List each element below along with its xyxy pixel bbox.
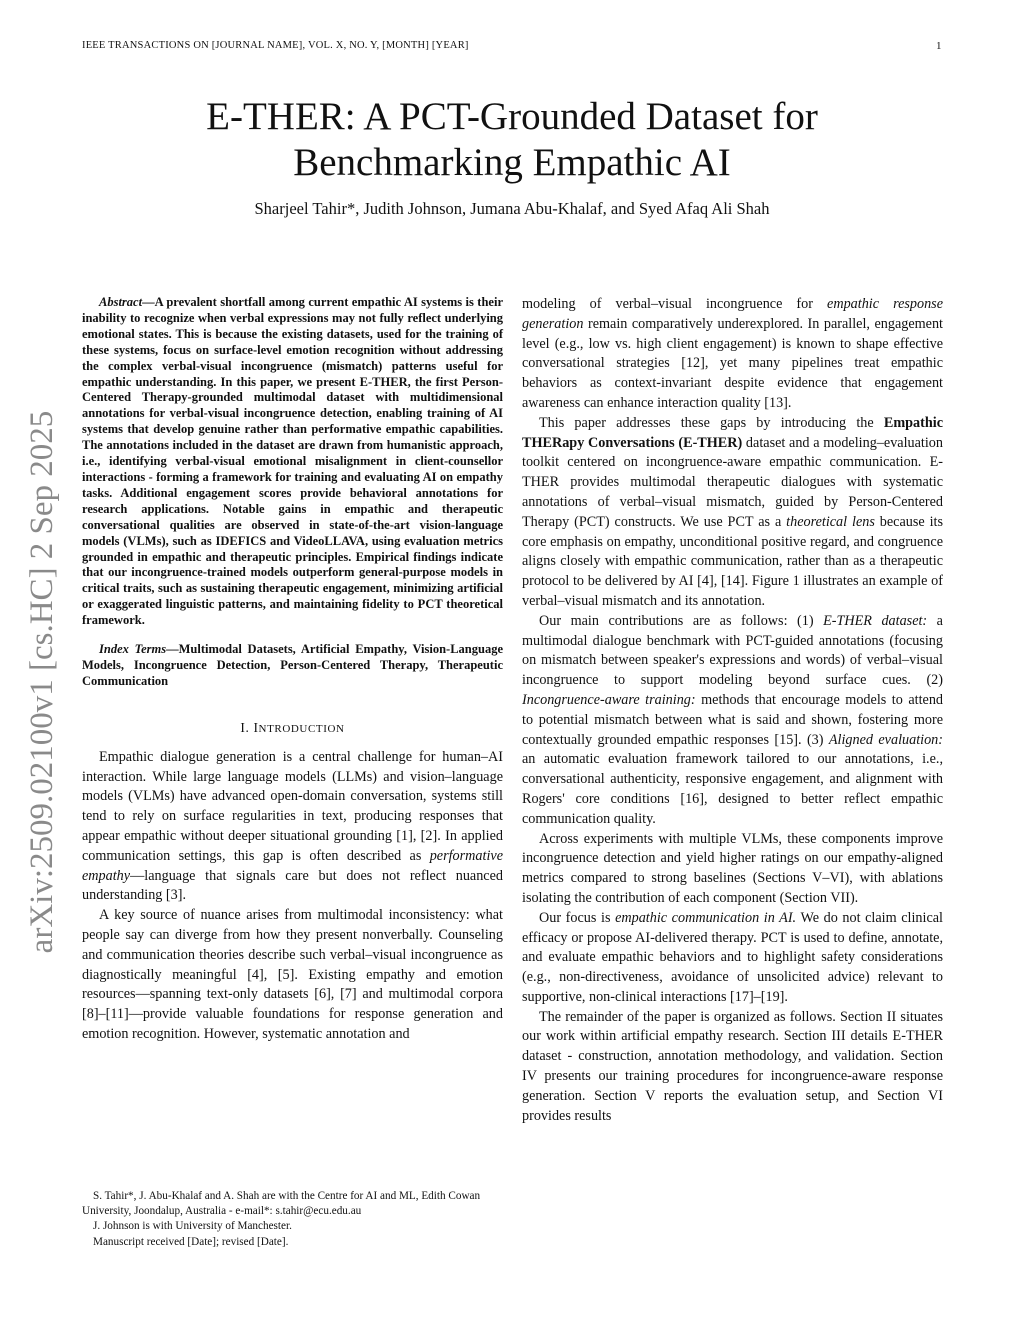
running-head: IEEE TRANSACTIONS ON [JOURNAL NAME], VOL. X, NO. Y, [MONTH] [YEAR] bbox=[82, 40, 469, 51]
index-terms bbox=[82, 642, 503, 690]
contribution-2-label: Incongruence-aware training: bbox=[522, 691, 696, 708]
right-p1-emphasis: empathic response generation bbox=[522, 296, 943, 332]
right-p3-text-c: methods that encourage models to attend to potential mismatch between what is said and shown, fostering more contextually grounded empathic responses [15]. (3) bbox=[522, 691, 944, 748]
right-p3-text-b: a multimodal dialogue benchmark with PCT-guided annotations (focusing on mismatch between speaker's expressions and words) of verbal–visual incongruence to support modeling beyond surface cues. (2) bbox=[522, 612, 943, 689]
section-title-rest: NTRODUCTION bbox=[258, 722, 345, 735]
intro-paragraph-1 bbox=[82, 748, 503, 906]
right-p2-text-a: This paper addresses these gaps by introducing the bbox=[539, 414, 884, 431]
right-paragraph-6: The remainder of the paper is organized as follows. Section II situates our work within artificial empathy research. Section III details E-THER dataset - construction, annotation methodology, and validation. Section IV presents our training procedures for incongruence-aware response generation. Section V reports the evaluation setup, and Section VI provides results bbox=[522, 1008, 943, 1124]
right-p2-emphasis: theoretical lens bbox=[786, 513, 875, 530]
abstract-label: Abstract bbox=[99, 295, 143, 309]
right-paragraph-4: Across experiments with multiple VLMs, these components improve incongruence detection and yield higher ratings on our empathy-aligned metrics compared to strong baselines (Sections V–VI), with ablations isolating the contribution of each component (Section VII). bbox=[522, 830, 943, 906]
abstract-text: —A prevalent shortfall among current empathic AI systems is their inability to recognize when verbal expressions may not fully reflect underlying emotional states. This is because the existing datasets, used for the training of these systems, focus on surface-level emotion recognition without addressing the complex verbal-visual incongruence (mismatch) patterns useful for empathic understanding. In this paper, we present E-THER, the first Person-Centered Therapy-grounded multimodal dataset with multidimensional annotations for verbal-visual incongruence detection, enabling training of AI systems that develop genuine rather than performative empathic capabilities. The annotations included in the dataset are drawn from humanistic approach, i.e., identifying verbal-visual emotional misalignment in client-counsellor interactions - forming a framework for training and evaluating AI on empathy tasks. Additional engagement scores provide behavioral annotations for research applications. Notable gains in empathic and therapeutic conversational qualities are observed in state-of-the-art vision-language models (VLMs), such as IDEFICS and VideoLLAVA, using evaluation metrics grounded in empathic and therapeutic principles. Empirical findings indicate that our incongruence-trained models outperform general-purpose models in critical traits, such as sustaining therapeutic engagement, minimizing artificial or exaggerated linguistic patterns, and maintaining fidelity to PCT theoretical framework. bbox=[82, 295, 503, 628]
intro-p1-emphasis: performative empathy bbox=[82, 847, 503, 884]
abstract bbox=[82, 295, 503, 629]
paper-title bbox=[82, 94, 942, 186]
right-p3-text-a: Our main contributions are as follows: (1) bbox=[539, 612, 824, 629]
right-p5-text-a: Our focus is bbox=[539, 909, 616, 926]
title-line-2: Benchmarking Empathic AI bbox=[293, 141, 731, 184]
section-heading-introduction bbox=[82, 720, 503, 736]
intro-paragraph-2: A key source of nuance arises from multimodal inconsistency: what people say can diverge from how they present nonverbally. Counseling and communication theories describe such verbal–visual incongruence as diagnostically meaningful [4], [5]. Existing empathy and emotion resources—spanning text-only datasets [6], [7] and multimodal corpora [8]–[11]—provide valuable foundations for response generation and emotion recognition. However, systematic annotation and bbox=[82, 907, 503, 1042]
right-paragraph-5 bbox=[522, 909, 943, 1008]
footnotes bbox=[82, 1189, 503, 1250]
right-p5-emphasis: empathic communication in AI. bbox=[615, 909, 797, 926]
section-numeral: I. bbox=[240, 719, 254, 735]
right-p2-dataset-name: Empathic THERapy Conversations (E-THER) bbox=[522, 414, 943, 451]
arxiv-sidebar-stamp: arXiv:2509.02100v1 [cs.HC] 2 Sep 2025 bbox=[24, 410, 60, 954]
contribution-3-label: Aligned evaluation: bbox=[828, 731, 943, 748]
author-list: Sharjeel Tahir*, Judith Johnson, Jumana Abu-Khalaf, and Syed Afaq Ali Shah bbox=[254, 199, 770, 218]
index-terms-label: Index Terms bbox=[99, 642, 167, 657]
right-p1-text-b: remain comparatively underexplored. In parallel, engagement level (e.g., low vs. high client engagement) is known to shape effective conversational strategies [12], yet many pipelines treat empathic behaviors as context-invariant despite evidence that engagement awareness can enhance interaction quality [13]. bbox=[522, 315, 943, 411]
index-terms-text: —Multimodal Datasets, Artificial Empathy, Vision-Language Models, Incongruence Detection, Person-Centered Therapy, Therapeutic Communication bbox=[82, 642, 504, 688]
right-paragraph-3-contributions bbox=[522, 612, 943, 830]
left-column bbox=[82, 295, 503, 1045]
intro-p1-text-a: Empathic dialogue generation is a central challenge for human–AI interaction. While large language models (LLMs) and vision–language models (VLMs) have advanced open-domain conversation, systems still tend to rely on surface regularities in text, producing responses that appear empathic without deeper situational grounding [1], [2]. In applied communication settings, this gap is often described as bbox=[82, 748, 503, 864]
page-number: 1 bbox=[936, 40, 942, 52]
right-p1-text-a: modeling of verbal–visual incongruence for bbox=[522, 296, 828, 312]
title-line-1: E-THER: A PCT-Grounded Dataset for bbox=[206, 95, 818, 138]
intro-p1-text-b: —language that signals care but does not reflect nuanced understanding [3]. bbox=[82, 867, 503, 904]
right-p2-text-c: because its core emphasis on empathy, unconditional positive regard, and congruence aligns closely with empathic communication, rather than as a therapeutic protocol to be delivered by AI [4], [14]. Figure 1 illustrates an example of verbal–visual mismatch and its annotation. bbox=[522, 513, 943, 609]
right-column bbox=[522, 295, 943, 1126]
right-p2-text-b: dataset and a modeling–evaluation toolkit centered on incongruence-aware empathic communication. E-THER provides multimodal therapeutic dialogues with systematic annotations of verbal–visual mismatch, guided by Person-Centered Therapy (PCT) constructs. We use PCT as a bbox=[522, 434, 943, 530]
right-p3-text-d: an automatic evaluation framework tailored to our annotations, i.e., conversational authenticity, responsive engagement, and alignment with Rogers' core conditions [16], designed to better reflect empathic communication quality. bbox=[522, 751, 943, 827]
right-p5-text-b: We do not claim clinical efficacy or propose AI-delivered therapy. PCT is used to define, annotate, and evaluate empathic behaviors and to highlight safety considerations (e.g., non-directiveness, avoidance of unsolicited advice) relevant to supportive, non-clinical interactions [17]–[19]. bbox=[522, 909, 943, 1005]
right-paragraph-1 bbox=[522, 295, 943, 414]
footnote-affiliation-1: S. Tahir*, J. Abu-Khalaf and A. Shah are with the Centre for AI and ML, Edith Cowan University, Joondalup, Australia - e-mail*: s.tahir@ecu.edu.au bbox=[82, 1190, 481, 1218]
section-first-letter: I bbox=[253, 719, 259, 735]
footnote-manuscript-dates: Manuscript received [Date]; revised [Date]. bbox=[93, 1235, 289, 1248]
contribution-1-label: E-THER dataset: bbox=[823, 612, 928, 629]
right-paragraph-2 bbox=[522, 414, 943, 612]
footnote-affiliation-2: J. Johnson is with University of Manchester. bbox=[93, 1220, 292, 1233]
